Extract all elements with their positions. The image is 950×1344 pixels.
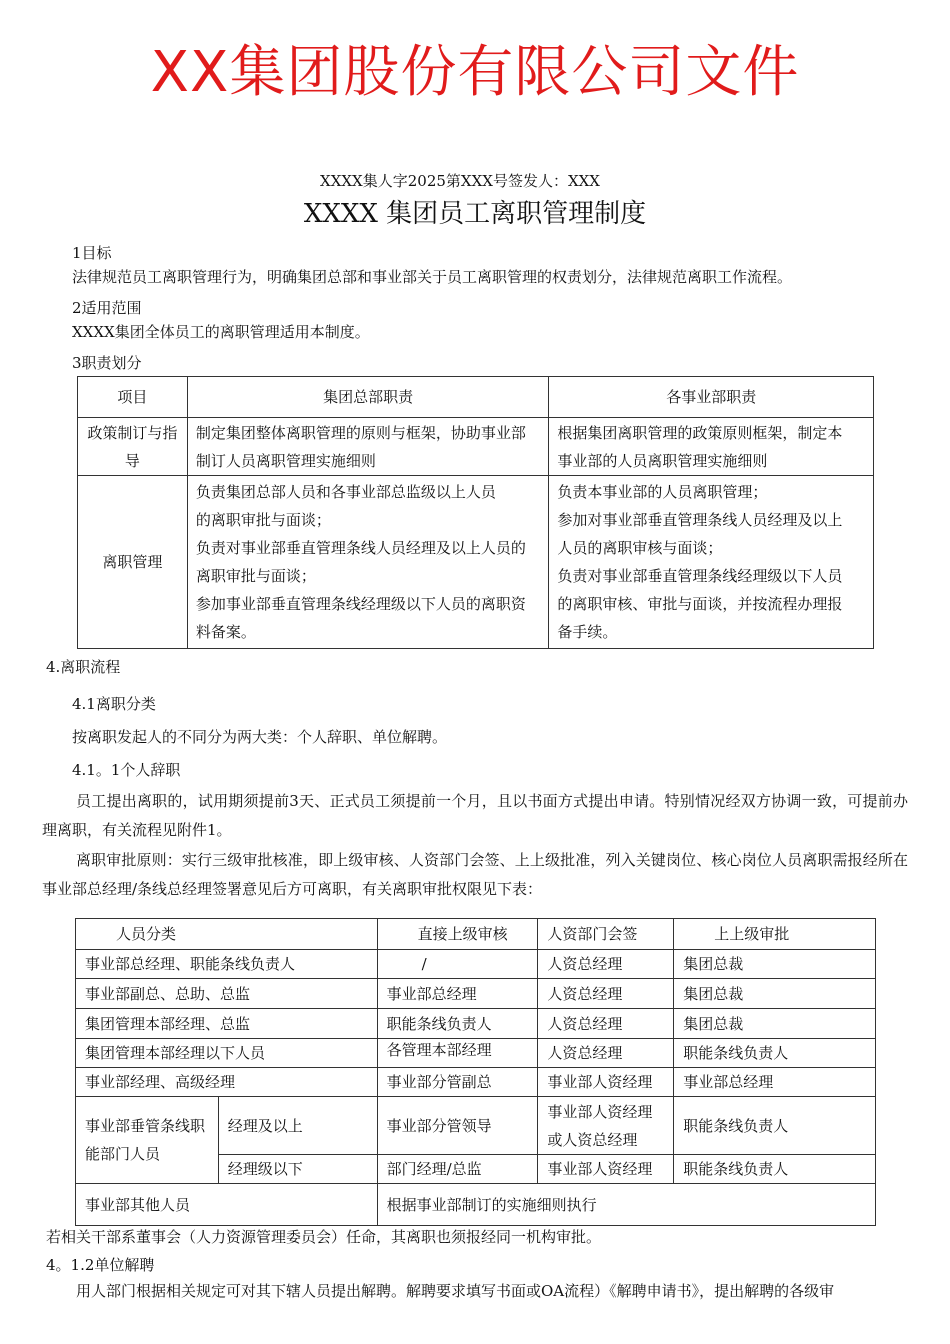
table-row bbox=[78, 476, 874, 649]
responsibility-table bbox=[77, 376, 874, 649]
approval-table bbox=[75, 918, 876, 1226]
section-4-1-heading: 4.1离职分类 bbox=[72, 695, 156, 713]
resp-header-hq: 集团总部职责 bbox=[187, 377, 549, 418]
section-3-heading: 3职责划分 bbox=[72, 354, 142, 372]
table-row: 事业部副总、总助、总监 事业部总经理 人资总经理 集团总裁 bbox=[76, 979, 876, 1009]
section-4-heading: 4.离职流程 bbox=[46, 658, 121, 676]
approval-header-category: 人员分类 bbox=[76, 919, 378, 950]
resignation-paragraph: 员工提出离职的，试用期须提前3天、正式员工须提前一个月，且以书面方式提出申请。特别情况经双方协调一致，可提前办理离职，有关流程见附件1。 bbox=[42, 792, 908, 839]
table-row: 事业部垂管条线职 能部门人员 经理及以上 事业部分管领导 事业部人资经理 或人资总经理 职能条线负责人 bbox=[76, 1097, 876, 1155]
approval-principle-paragraph: 离职审批原则：实行三级审批核准，即上级审核、人资部门会签、上上级批准，列入关键岗位、核心岗位人员离职需报经所在事业部总经理/条线总经理签署意见后方可离职，有关离职审批权限见下表： bbox=[42, 851, 908, 898]
section-2-heading: 2适用范围 bbox=[72, 299, 142, 317]
section-4-1-text: 按离职发起人的不同分为两大类：个人辞职、单位解聘。 bbox=[72, 728, 448, 746]
document-number-line: XXXX集人字2025第XXX号签发人：XXX bbox=[320, 172, 600, 190]
section-4-1-1-heading: 4.1。1个人辞职 bbox=[72, 761, 181, 779]
table-row bbox=[78, 418, 874, 476]
resp-header-bu: 各事业部职责 bbox=[549, 377, 874, 418]
resp-header-item: 项目 bbox=[78, 377, 188, 418]
table-cell: 根据集团离职管理的政策原则框架，制定本 事业部的人员离职管理实施细则 bbox=[549, 418, 874, 476]
table-row: 事业部经理、高级经理 事业部分管副总 事业部人资经理 事业部总经理 bbox=[76, 1068, 876, 1097]
board-appointment-note: 若相关干部系董事会（人力资源管理委员会）任命，其离职也须报经同一机构审批。 bbox=[46, 1228, 602, 1246]
approval-header-upper: 上上级审批 bbox=[674, 919, 876, 950]
section-2-text: XXXX集团全体员工的离职管理适用本制度。 bbox=[72, 323, 370, 341]
vertical-group-cell: 事业部垂管条线职 能部门人员 bbox=[76, 1097, 219, 1184]
table-cell: 负责本事业部的人员离职管理； 参加对事业部垂直管理条线人员经理及以上 人员的离职审核与面谈； 负责对事业部垂直管理条线经理级以下人员 的离职审核、审批与面谈，并按流程办理报 备手续。 bbox=[549, 476, 874, 649]
approval-header-hr: 人资部门会签 bbox=[538, 919, 674, 950]
approval-header-direct: 直接上级审核 bbox=[377, 919, 538, 950]
table-cell: 制定集团整体离职管理的原则与框架，协助事业部 制订人员离职管理实施细则 bbox=[187, 418, 549, 476]
table-row: 集团管理本部经理以下人员 各管理本部经理 人资总经理 职能条线负责人 bbox=[76, 1039, 876, 1068]
org-header-title: XX集团股份有限公司文件 bbox=[150, 40, 800, 105]
section-1-heading: 1目标 bbox=[72, 244, 112, 262]
dismissal-paragraph: 用人部门根据相关规定可对其下辖人员提出解聘。解聘要求填写书面或OA流程）《解聘申请书》，提出解聘的各级审 bbox=[76, 1282, 835, 1300]
table-cell: 离职管理 bbox=[78, 476, 188, 649]
table-row: 事业部总经理、职能条线负责人 / 人资总经理 集团总裁 bbox=[76, 950, 876, 979]
table-row: 集团管理本部经理、总监 职能条线负责人 人资总经理 集团总裁 bbox=[76, 1009, 876, 1039]
table-cell: 负责集团总部人员和各事业部总监级以上人员 的离职审批与面谈； 负责对事业部垂直管理条线人员经理及以上人员的 离职审批与面谈； 参加事业部垂直管理条线经理级以下人员的离职资 料备案。 bbox=[187, 476, 549, 649]
table-row: 经理级以下 部门经理/总监 事业部人资经理 职能条线负责人 bbox=[76, 1155, 876, 1184]
table-row: 事业部其他人员 根据事业部制订的实施细则执行 bbox=[76, 1184, 876, 1226]
table-cell: 政策制订与指 导 bbox=[78, 418, 188, 476]
section-4-1-2-heading: 4。1.2单位解聘 bbox=[46, 1256, 155, 1274]
document-title: XXXX 集团员工离职管理制度 bbox=[303, 199, 647, 229]
section-1-text: 法律规范员工离职管理行为，明确集团总部和事业部关于员工离职管理的权责划分，法律规范离职工作流程。 bbox=[72, 268, 793, 286]
